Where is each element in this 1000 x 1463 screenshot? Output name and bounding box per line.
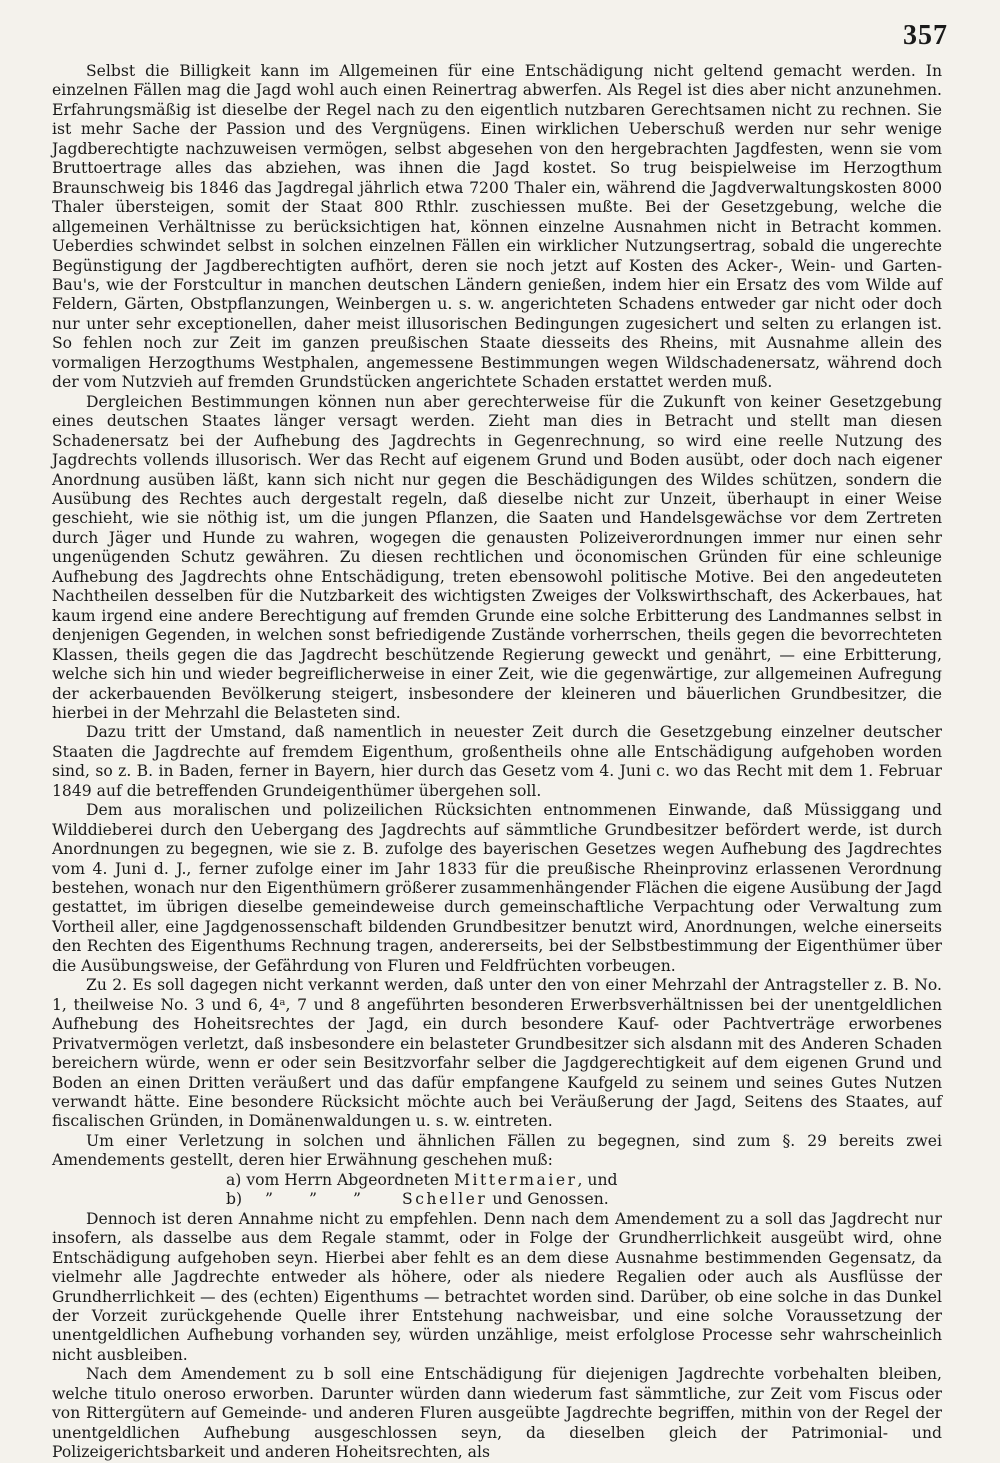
ditto-mark: ” [265, 1190, 274, 1209]
amendment-b-prefix: b) [226, 1190, 243, 1209]
amendment-a-suffix: , und [577, 1170, 618, 1189]
paragraph-3: Dazu tritt der Umstand, daß namentlich in neuester Zeit durch die Gesetzgebung einzelner deutscher Staaten die Jagdrechte auf fremdem Eigenthum, großentheils ohne alle Entschädigung aufgehoben worden sind, so z. B. in Baden, ferner in Bayern, hier durch das Gesetz vom 4. Juni c. wo das Recht mit dem 1. Februar 1849 auf die betreffenden Grundeigenthümer übergehen soll. [52, 723, 942, 800]
amendment-a [52, 1171, 942, 1190]
paragraph-4: Dem aus moralischen und polizeilichen Rücksichten entnommenen Einwande, daß Müssiggang und Wilddieberei durch den Uebergang des Jagdrechts auf sämmtliche Grundbesitzer befördert werde, ist durch Anordnungen zu begegnen, wie sie z. B. zufolge des bayerischen Gesetzes wegen Aufhebung des Jagdrechtes vom 4. Juni d. J., ferner zufolge einer im Jahr 1833 für die preußische Rheinprovinz erlassenen Verordnung bestehen, wonach nur den Eigenthümern größerer zusammenhängender Flächen die eigene Ausübung der Jagd gestattet, im übrigen dieselbe gemeindeweise durch gemeinschaftliche Verpachtung oder Verwaltung zum Vortheil aller, eine Jagdgenossenschaft bildenden Grundbesitzer benutzt wird, Anordnungen, welche einerseits den Rechten des Eigenthums Rechnung tragen, andererseits, bei der Selbstbestimmung der Eigenthümer über die Ausübungsweise, der Gefährdung von Fluren und Feldfrüchten vorbeugen. [52, 801, 942, 975]
paragraph-1: Selbst die Billigkeit kann im Allgemeinen für eine Entschädigung nicht geltend gemacht werden. In einzelnen Fällen mag die Jagd wohl auch einen Reinertrag abwerfen. Als Regel ist dies aber nicht anzunehmen. Erfahrungsmäßig ist dieselbe der Regel nach zu den eigentlich nutzbaren Gerechtsamen nicht zu rechnen. Sie ist mehr Sache der Passion und des Vergnügens. Einen wirklichen Ueberschuß werden nur sehr wenige Jagdberechtigte nachzuweisen vermögen, selbst abgesehen von den hergebrachten Jagdfesten, wenn sie vom Bruttoertrage alles das abziehen, was ihnen die Jagd kostet. So trug beispielweise im Herzogthum Braunschweig bis 1846 das Jagdregal jährlich etwa 7200 Thaler ein, während die Jagdverwaltungskosten 8000 Thaler übersteigen, somit der Staat 800 Rthlr. zuschiessen mußte. Bei der Gesetzgebung, welche die allgemeinen Verhältnisse zu berücksichtigen hat, können einzelne Ausnahmen nicht in Betracht kommen. Ueberdies schwindet selbst in solchen einzelnen Fällen ein wirklicher Nutzungsertrag, sobald die ungerechte Begünstigung der Jagdberechtigten aufhört, deren sie noch jetzt auf Kosten des Acker-, Wein- und Garten-Bau's, wie der Forstcultur in manchen deutschen Ländern genießen, indem hier ein Ersatz des vom Wilde auf Feldern, Gärten, Obstpflanzungen, Weinbergen u. s. w. angerichteten Schadens entweder gar nicht oder doch nur unter sehr exceptionellen, daher meist illusorischen Bedingungen zugesichert und selten zu erlangen ist. So fehlen noch zur Zeit im ganzen preußischen Staate diesseits des Rheins, mit Ausnahme allein des vormaligen Herzogthums Westphalen, angemessene Bestimmungen wegen Wildschadenersatz, während doch der vom Nutzvieh auf fremden Grundstücken angerichtete Schaden erstattet werden muß. [52, 62, 942, 392]
ditto-marks [247, 1190, 397, 1209]
amendment-b-name: Scheller [402, 1190, 488, 1209]
amendment-b-suffix: und Genossen. [492, 1190, 609, 1209]
paragraph-5: Zu 2. Es soll dagegen nicht verkannt werden, daß unter den von einer Mehrzahl der Antragsteller z. B. No. 1, theilweise No. 3 und 6, 4ᵃ, 7 und 8 angeführten besonderen Erwerbsverhältnissen bei der unentgeldlichen Aufhebung des Hoheitsrechtes der Jagd, ein durch besondere Kauf- oder Pachtverträge erworbenes Privatvermögen verletzt, daß insbesondere ein belasteter Grundbesitzer sich alsdann mit des Anderen Schaden bereichern würde, wenn er oder sein Besitzvorfahr selber die Jagdgerechtigkeit auf dem eigenen Grund und Boden an einen Dritten veräußert und das dafür empfangene Kaufgeld zu seinem und seines Gutes Nutzen verwandt hätte. Eine besondere Rücksicht möchte auch bei Veräußerung der Jagd, Seitens des Staates, auf fiscalischen Gründen, in Domänenwaldungen u. s. w. eintreten. [52, 976, 942, 1131]
paragraph-6: Um einer Verletzung in solchen und ähnlichen Fällen zu begegnen, sind zum §. 29 bereits zwei Amendements gestellt, deren hier Erwähnung geschehen muß: [52, 1131, 942, 1170]
paragraph-2: Dergleichen Bestimmungen können nun aber gerechterweise für die Zukunft von keiner Gesetzgebung eines deutschen Staates länger versagt werden. Zieht man dies in Betracht und stellt man diesen Schadenersatz bei der Aufhebung des Jagdrechts in Gegenrechnung, so wird eine reelle Nutzung des Jagdrechts vollends illusorisch. Wer das Recht auf eigenem Grund und Boden ausübt, oder doch nach eigener Anordnung ausüben läßt, kann sich nicht nur gegen die Beschädigungen des Wildes schützen, sondern die Ausübung des Rechtes auch dergestalt regeln, daß dieselbe nicht zur Unzeit, überhaupt in einer Weise geschieht, wie sie nöthig ist, um die jungen Pflanzen, die Saaten und Handelsgewächse vor dem Zertreten durch Jäger und Hunde zu wahren, wogegen die genausten Polizeiverordnungen immer nur einen sehr ungenügenden Schutz gewähren. Zu diesen rechtlichen und öconomischen Gründen für eine schleunige Aufhebung des Jagdrechts ohne Entschädigung, treten ebensowohl politische Motive. Bei den angedeuteten Nachtheilen desselben für die Nutzbarkeit des wichtigsten Zweiges der Volkswirthschaft, des Ackerbaues, hat kaum irgend eine andere Berechtigung auf fremden Grunde eine solche Erbitterung des Landmannes selbst in denjenigen Gegenden, in welchen sonst befriedigende Zustände vorherrschen, theils gegen die bevorrechteten Klassen, theils gegen die das Jagdrecht beschützende Regierung geweckt und genährt, — eine Erbitterung, welche sich hin und wieder begreiflicherweise in einer Zeit, wie die gegenwärtige, zur allgemeinen Aufregung der ackerbauenden Bevölkerung steigert, insbesondere der kleineren und bäuerlichen Grundbesitzer, die hierbei in der Mehrzahl die Belasteten sind. [52, 392, 942, 722]
paragraph-8: Nach dem Amendement zu b soll eine Entschädigung für diejenigen Jagdrechte vorbehalten bleiben, welche titulo oneroso erworben. Darunter würden dann wiederum fast sämmtliche, zur Zeit vom Fiscus oder von Rittergütern auf Gemeinde- und anderen Fluren ausgeübte Jagdrechte begriffen, mithin von der Regel der unentgeldlichen Aufhebung ausgeschlossen seyn, da dieselben gleich der Patrimonial- und Polizeigerichtsbarkeit und anderen Hoheitsrechten, als [52, 1365, 942, 1462]
paragraph-7: Dennoch ist deren Annahme nicht zu empfehlen. Denn nach dem Amendement zu a soll das Jagdrecht nur insofern, als dasselbe aus dem Regale stammt, oder in Folge der Grundherrlichkeit ausgeübt wird, ohne Entschädigung aufgehoben seyn. Hierbei aber fehlt es an dem diese Ausnahme bestimmenden Gegensatz, da vielmehr alle Jagdrechte entweder als höhere, oder als niedere Regalien oder auch als Ausflüsse der Grundherrlichkeit — des (echten) Eigenthums — betrachtet worden sind. Darüber, ob eine solche in das Dunkel der Vorzeit zurückgehende Quelle ihrer Entstehung nachweisbar, und eine solche Voraussetzung der unentgeldlichen Aufhebung vorhanden sey, würden unzählige, meist erfolglose Processe sehr wahrscheinlich nicht ausbleiben. [52, 1209, 942, 1364]
amendment-a-name: Mittermaier [454, 1170, 578, 1189]
amendment-b [52, 1190, 942, 1209]
amendment-list [52, 1171, 942, 1210]
amendment-a-prefix: a) vom Herrn Abgeordneten [226, 1170, 450, 1189]
ditto-mark: ” [353, 1190, 362, 1209]
page-number: 357 [903, 20, 948, 51]
body-text [52, 62, 942, 1463]
ditto-mark: ” [309, 1190, 318, 1209]
